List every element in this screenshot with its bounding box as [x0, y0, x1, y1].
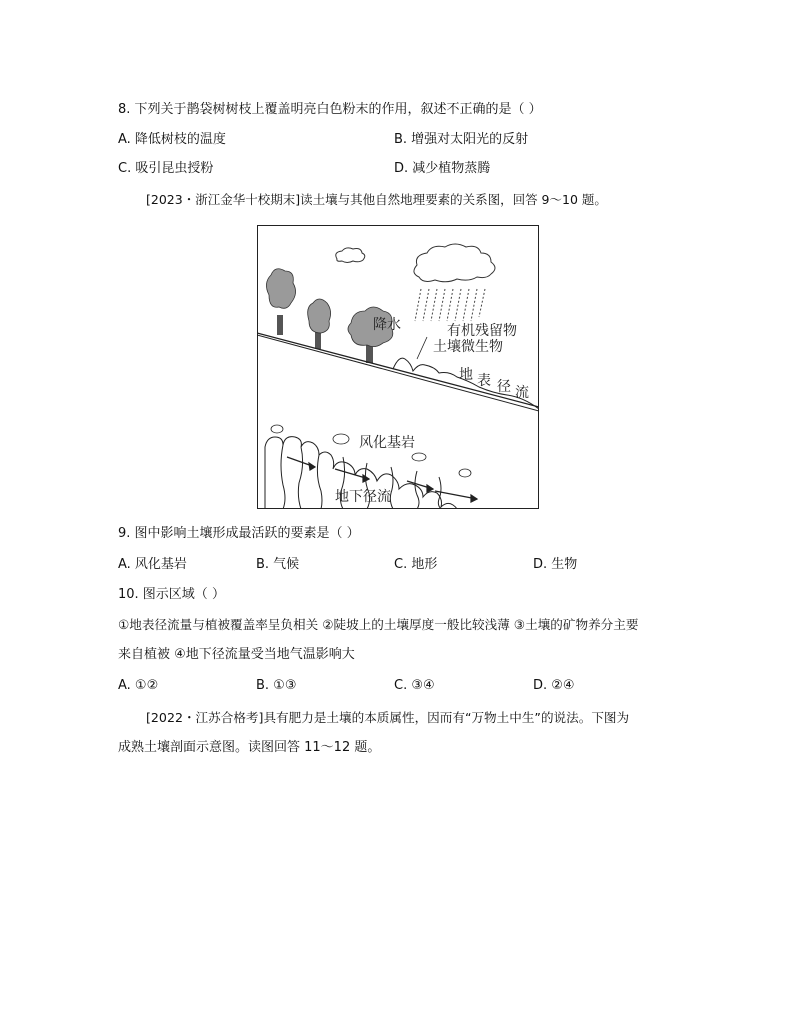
- q9-option-a: A. 风化基岩: [118, 557, 187, 572]
- intro-11-12-line2: 成熟土壤剖面示意图。读图回答 11～12 题。: [118, 740, 381, 755]
- intro-9-10: [2023・浙江金华十校期末]读土壤与其他自然地理要素的关系图，回答 9～10 题。: [146, 192, 607, 207]
- label-weathered-bedrock: 风化基岩: [359, 435, 415, 451]
- label-surface-runoff-2: 表: [477, 373, 491, 389]
- label-precip: 降水: [373, 317, 401, 333]
- q8-option-a: A. 降低树枝的温度: [118, 132, 226, 147]
- q9-option-c: C. 地形: [394, 557, 438, 572]
- q8-option-c: C. 吸引昆虫授粉: [118, 161, 214, 176]
- q10-option-c: C. ③④: [394, 678, 435, 693]
- q10-option-a: A. ①②: [118, 678, 159, 693]
- question-10-stem: 10. 图示区域（ ）: [118, 587, 225, 602]
- soil-relationship-figure: [257, 225, 539, 509]
- q10-statements-line1: ①地表径流量与植被覆盖率呈负相关 ②陡坡上的土壤厚度一般比较浅薄 ③土壤的矿物养分主要: [118, 617, 639, 632]
- q10-statements-line2: 来自植被 ④地下径流量受当地气温影响大: [118, 647, 355, 662]
- question-9-stem: 9. 图中影响土壤形成最活跃的要素是（ ）: [118, 526, 360, 541]
- label-surface-runoff-1: 地: [459, 367, 473, 383]
- label-surface-runoff-4: 流: [515, 385, 529, 401]
- q10-option-d: D. ②④: [533, 678, 575, 693]
- label-organic-residue: 有机残留物: [447, 323, 517, 339]
- q8-option-d: D. 减少植物蒸腾: [394, 161, 491, 176]
- q8-option-b: B. 增强对太阳光的反射: [394, 132, 529, 147]
- q9-option-b: B. 气候: [256, 557, 300, 572]
- question-8-stem: 8. 下列关于鹊袋树树枝上覆盖明亮白色粉末的作用，叙述不正确的是（ ）: [118, 102, 542, 117]
- label-soil-microbe: 土壤微生物: [433, 339, 503, 355]
- intro-11-12-line1: [2022・江苏合格考]具有肥力是土壤的本质属性，因而有“万物土中生”的说法。下图为: [146, 710, 630, 725]
- label-surface-runoff-3: 径: [497, 379, 511, 395]
- label-ground-runoff: 地下径流: [335, 489, 391, 505]
- q9-option-d: D. 生物: [533, 557, 578, 572]
- q10-option-b: B. ①③: [256, 678, 297, 693]
